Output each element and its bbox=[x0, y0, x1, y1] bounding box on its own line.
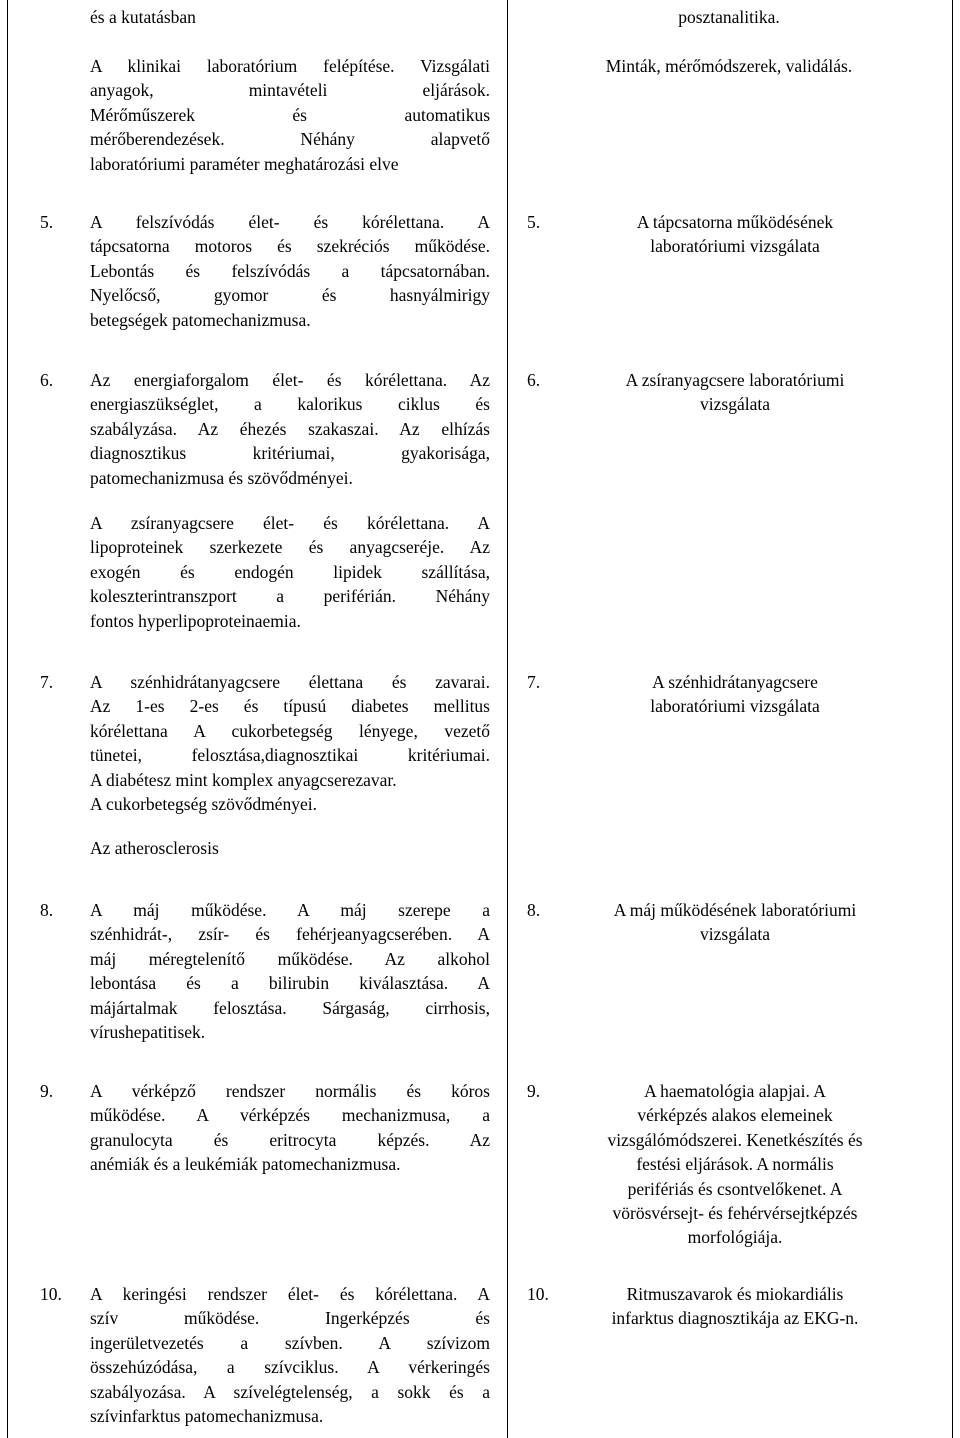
row-9-right-text bbox=[570, 1079, 900, 1250]
text-line: koleszterintranszport a periférián. Néhány bbox=[90, 586, 490, 607]
text-line: A haematológia alapjai. A bbox=[644, 1081, 826, 1101]
text-line: A felszívódás élet- és kórélettana. A bbox=[90, 212, 490, 232]
text-line: anémiák és a leukémiák patomechanizmusa. bbox=[90, 1154, 401, 1175]
text-line: ingerületvezetés a szívben. A szívizom bbox=[90, 1332, 490, 1353]
text-line: perifériás és csontvelőkenet. A bbox=[627, 1178, 843, 1199]
row-7-left-text-2 bbox=[90, 836, 490, 860]
text-line: laboratóriumi vizsgálata bbox=[650, 236, 820, 257]
row-7-right-text bbox=[570, 670, 900, 719]
text-line: vizsgálata bbox=[700, 394, 770, 415]
row-number: 9. bbox=[40, 1081, 54, 1101]
text-line: vérképzés alakos elemeinek bbox=[637, 1105, 833, 1126]
row-7-left-text bbox=[90, 670, 490, 816]
row-6-left-text-2 bbox=[90, 511, 490, 633]
text-line: máj méregtelenítő működése. Az alkohol bbox=[90, 948, 490, 969]
row-9-left-text bbox=[90, 1079, 490, 1177]
row-10-right-text bbox=[570, 1282, 900, 1331]
top-left-paragraph bbox=[90, 54, 490, 176]
text-line: tápcsatorna motoros és szekréciós működése. bbox=[90, 236, 490, 257]
text-line: lebontása és a bilirubin kiválasztása. A bbox=[90, 973, 490, 994]
text-line: anyagok, mintavételi eljárások. bbox=[90, 80, 490, 101]
text-line: működése. A vérképzés mechanizmusa, a bbox=[90, 1105, 490, 1126]
top-left-tail: és a kutatásban bbox=[90, 7, 196, 27]
text-line: morfológiája. bbox=[687, 1227, 783, 1248]
text-line: betegségek patomechanizmusa. bbox=[90, 309, 311, 330]
row-6-left-text bbox=[90, 368, 490, 490]
row-number: 6. bbox=[40, 370, 54, 390]
text-line: A cukorbetegség szövődményei. bbox=[90, 794, 317, 815]
text-line: szabályzása. Az éhezés szakaszai. Az elhízás bbox=[90, 418, 490, 439]
text-line: szív működése. Ingerképzés és bbox=[90, 1308, 490, 1329]
text-line: Az energiaforgalom élet- és kórélettana. Az bbox=[90, 370, 490, 390]
text-line: A máj működésének laboratóriumi bbox=[613, 900, 857, 920]
text-line: vizsgálómódszerei. Kenetkészítés és bbox=[607, 1129, 863, 1150]
text-line: energiaszükséglet, a kalorikus ciklus és bbox=[90, 394, 490, 415]
text-line: infarktus diagnosztikája az EKG-n. bbox=[611, 1308, 859, 1329]
text-line: Lebontás és felszívódás a tápcsatornában. bbox=[90, 260, 490, 281]
text-line: fontos hyperlipoproteinaemia. bbox=[90, 610, 301, 631]
row-8-right-text bbox=[570, 898, 900, 947]
text-line: összehúzódása, a szívciklus. A vérkeringés bbox=[90, 1357, 490, 1378]
row-5-left-text bbox=[90, 210, 490, 332]
text-line: laboratóriumi vizsgálata bbox=[650, 696, 820, 717]
text-line: Mérőműszerek és automatikus bbox=[90, 104, 490, 125]
text-line: A máj működése. A máj szerepe a bbox=[90, 900, 490, 920]
text-line: májártalmak felosztása. Sárgaság, cirrhosis, bbox=[90, 997, 490, 1018]
text-line: A tápcsatorna működésének bbox=[636, 212, 834, 232]
row-number-right: 8. bbox=[527, 900, 541, 920]
text-line: A szénhidrátanyagcsere élettana és zavarai. bbox=[90, 672, 490, 692]
row-number: 8. bbox=[40, 900, 54, 920]
row-number-right: 5. bbox=[527, 212, 541, 232]
text-line: szabályozása. A szívelégtelenség, a sokk és a bbox=[90, 1381, 490, 1402]
row-5-right-text bbox=[570, 210, 900, 259]
row-number: 10. bbox=[40, 1284, 62, 1304]
text-line: patomechanizmusa és szövődményei. bbox=[90, 467, 353, 488]
table-right-border bbox=[952, 0, 953, 1438]
text-line: vizsgálata bbox=[700, 924, 770, 945]
row-number-right: 6. bbox=[527, 370, 541, 390]
text-line: A klinikai laboratórium felépítése. Vizsgálati bbox=[90, 56, 490, 76]
row-number: 7. bbox=[40, 672, 54, 692]
text-line: Az 1-es 2-es és típusú diabetes mellitus bbox=[90, 696, 490, 717]
text-line: A keringési rendszer élet- és kórélettana. A bbox=[90, 1284, 490, 1304]
row-number: 5. bbox=[40, 212, 54, 232]
text-line: A diabétesz mint komplex anyagcserezavar. bbox=[90, 769, 397, 790]
top-right-tail: posztanalitika. bbox=[678, 7, 780, 27]
row-number-right: 7. bbox=[527, 672, 541, 692]
row-number-right: 9. bbox=[527, 1081, 541, 1101]
text-line: szívinfarktus patomechanizmusa. bbox=[90, 1406, 324, 1427]
text-line: vörösvérsejt- és fehérvérsejtképzés bbox=[612, 1203, 858, 1224]
text-line: A vérképző rendszer normális és kóros bbox=[90, 1081, 490, 1101]
row-6-right-text bbox=[570, 368, 900, 417]
top-right-paragraph: Minták, mérőmódszerek, validálás. bbox=[605, 56, 853, 76]
text-line: szénhidrát-, zsír- és fehérjeanyagcserében. A bbox=[90, 924, 490, 945]
row-10-left-text bbox=[90, 1282, 490, 1428]
text-line: granulocyta és eritrocyta képzés. Az bbox=[90, 1129, 490, 1150]
text-line: kórélettana A cukorbetegség lényege, vezető bbox=[90, 720, 490, 741]
text-line: Ritmuszavarok és miokardiális bbox=[626, 1284, 844, 1304]
text-line: A zsíranyagcsere élet- és kórélettana. A bbox=[90, 513, 490, 533]
text-line: mérőberendezések. Néhány alapvető bbox=[90, 129, 490, 150]
table-column-divider bbox=[507, 0, 508, 1438]
text-line: Nyelőcső, gyomor és hasnyálmirigy bbox=[90, 285, 490, 306]
text-line: laboratóriumi paraméter meghatározási elve bbox=[90, 153, 399, 174]
text-line: lipoproteinek szerkezete és anyagcseréje. Az bbox=[90, 537, 490, 558]
text-line: vírushepatitisek. bbox=[90, 1022, 206, 1043]
text-line: tünetei, felosztása,diagnosztikai kritériumai. bbox=[90, 745, 490, 766]
text-line: festési eljárások. A normális bbox=[636, 1154, 834, 1175]
row-8-left-text bbox=[90, 898, 490, 1044]
text-line: diagnosztikus kritériumai, gyakorisága, bbox=[90, 443, 490, 464]
text-line: Az atherosclerosis bbox=[90, 838, 219, 858]
text-line: A zsíranyagcsere laboratóriumi bbox=[625, 370, 845, 390]
text-line: A szénhidrátanyagcsere bbox=[652, 672, 818, 692]
text-line: exogén és endogén lipidek szállítása, bbox=[90, 561, 490, 582]
table-left-border bbox=[7, 0, 8, 1438]
row-number-right: 10. bbox=[527, 1284, 549, 1304]
